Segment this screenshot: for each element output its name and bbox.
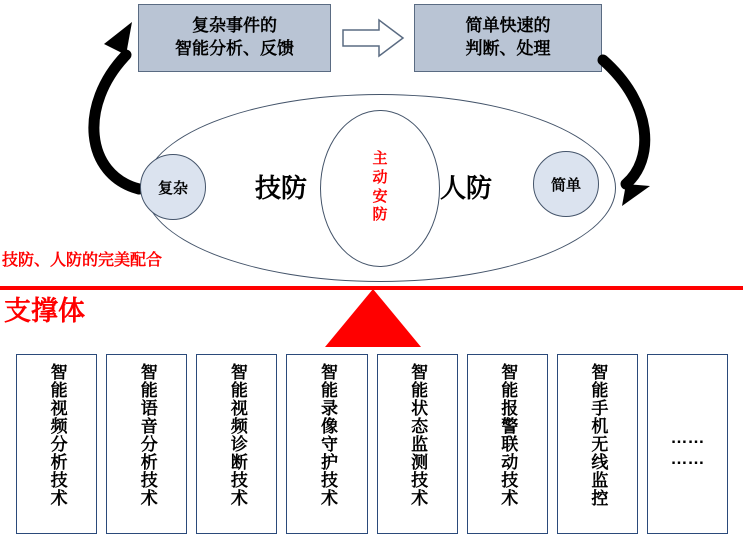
intelligent-status-monitor-box [377,354,458,534]
intelligent-video-analysis-box [16,354,97,534]
intelligent-video-diagnosis-box [196,354,277,534]
center-label-char-2: 动 [372,168,388,186]
combination-label: 技防、人防的完美配合 [2,252,163,269]
complex-circle: 复杂 [140,154,206,220]
intelligent-alarm-linkage-box [467,354,548,534]
center-label-char-1: 主 [372,150,388,167]
intelligent-voice-analysis-label: 智能语音分析技术 [137,363,157,507]
intelligent-status-monitor-label: 智能状态监测技术 [408,363,428,507]
intelligent-video-diagnosis-label: 智能视频诊断技术 [227,363,247,507]
simple-circle: 简单 [533,151,599,217]
intelligent-recording-guard-label: 智能录像守护技术 [317,363,337,507]
center-label-char-4: 防 [372,206,388,224]
left-set-label: 技防 [255,173,308,203]
technology-box-row [16,354,728,534]
simple-process-line1: 简单快速的 [465,16,551,36]
right-arrow-icon [341,18,405,58]
intelligent-recording-guard-box [286,354,367,534]
intelligent-mobile-wireless-box [557,354,638,534]
center-label-char-3: 安 [372,187,388,205]
intelligent-voice-analysis-box [106,354,187,534]
simple-process-line2: 判断、处理 [465,39,551,58]
simple-process-box [414,4,602,72]
intelligent-alarm-linkage-label: 智能报警联动技术 [498,363,518,507]
intelligent-video-analysis-label: 智能视频分析技术 [47,363,67,507]
complex-event-box [138,4,331,72]
fulcrum-triangle [325,289,421,347]
complex-event-line2: 智能分析、反馈 [175,39,294,58]
intelligent-mobile-wireless-label: 智能手机无线监控 [588,363,608,507]
center-label [360,150,400,225]
more-ellipsis-box [647,354,728,534]
complex-event-line1: 复杂事件的 [192,16,277,36]
right-set-label: 人防 [440,173,493,203]
support-label: 支撑体 [4,296,85,326]
more-ellipsis-label: …… …… [670,427,705,468]
